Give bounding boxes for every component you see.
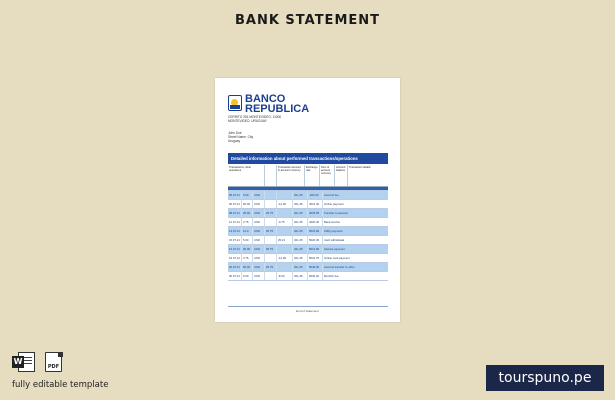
column-header: Sum of account currency xyxy=(320,165,335,186)
table-cell-cred: -12.00 xyxy=(277,254,293,262)
address-line: MONTEVIDEO, URUGUAY xyxy=(228,119,267,123)
table-cell-v2: 50.00 xyxy=(242,200,253,208)
table-cell-cred xyxy=(277,263,293,271)
table-cell-date: 12.07.21 xyxy=(228,218,242,226)
table-cell-v2: 50.00 xyxy=(242,263,253,271)
table-cell-bal: 4025.55 xyxy=(308,209,323,217)
table-cell-bal: 5040.00 xyxy=(308,263,323,271)
statement-document xyxy=(215,78,400,322)
address-line: CERRITO 351 MONTEVIDEO, 11000 xyxy=(228,115,282,119)
table-cell-details: Card withdrawal xyxy=(324,238,345,242)
table-cell-v2: 5.00 xyxy=(242,191,253,199)
table-cell-date: 14.07.21 xyxy=(228,227,242,235)
table-cell-deb xyxy=(265,254,277,262)
table-cell-bal: 4012.40 xyxy=(308,200,323,208)
bank-name-line1: BANCO xyxy=(245,93,286,105)
table-row xyxy=(228,209,388,218)
table-row xyxy=(228,218,388,227)
table-cell-cur: USD xyxy=(253,227,265,235)
bank-name-line2: REPUBLICA xyxy=(245,103,310,115)
table-cell-amt: 321.45 xyxy=(293,218,308,226)
table-cell-v2: 25.00 xyxy=(242,245,253,253)
table-cell-deb: 25.75 xyxy=(265,227,277,235)
table-cell-cur: USD xyxy=(253,263,265,271)
table-cell-bal: 5020.30 xyxy=(308,236,323,244)
client-line: John Doe xyxy=(228,131,242,135)
transactions-table xyxy=(228,187,388,281)
table-cell-date: 19.07.21 xyxy=(228,254,242,262)
table-cell-details: Bank service xyxy=(324,220,341,224)
table-cell-date: 06.07.21 xyxy=(228,200,242,208)
table-cell-deb: 25.75 xyxy=(265,209,277,217)
table-cell-bal: 5012.00 xyxy=(308,245,323,253)
column-header xyxy=(265,165,277,186)
table-cell-deb xyxy=(265,236,277,244)
table-cell-cred: 25.21 xyxy=(277,236,293,244)
table-row xyxy=(228,227,388,236)
table-row xyxy=(228,245,388,254)
table-cell-details: Transfer to account xyxy=(324,211,348,215)
word-letter: W xyxy=(13,357,23,366)
bank-logo-icon xyxy=(228,95,242,111)
table-cell-deb xyxy=(265,191,277,199)
table-row xyxy=(228,236,388,245)
table-cell-amt: 321.45 xyxy=(293,263,308,271)
section-heading: Detailed information about performed transactions/operations xyxy=(228,153,388,164)
table-cell-amt: 321.45 xyxy=(293,191,308,199)
table-cell-v2: 25.00 xyxy=(242,209,253,217)
table-cell-date: 05.07.21 xyxy=(228,191,242,199)
bank-logo xyxy=(228,94,309,114)
table-cell-v2: 12.0 xyxy=(242,227,253,235)
pdf-icon xyxy=(44,351,64,373)
table-cell-cred xyxy=(277,227,293,235)
table-cell-v2: 3.75 xyxy=(242,254,253,262)
table-cell-date: 08.07.21 xyxy=(228,209,242,217)
table-cell-amt: 321.45 xyxy=(293,209,308,217)
table-row xyxy=(228,272,388,281)
table-cell-amt: 321.45 xyxy=(293,272,308,280)
table-cell-cur: USD xyxy=(253,209,265,217)
client-line: Uruguay xyxy=(228,139,241,143)
table-cell-amt: 321.45 xyxy=(293,227,308,235)
table-cell-cur: USD xyxy=(253,236,265,244)
table-cell-cred: -0.75 xyxy=(277,218,293,226)
editable-caption: fully editable template xyxy=(12,380,109,390)
table-cell-details: Utility payment xyxy=(324,229,343,233)
table-cell-bal: 5022.75 xyxy=(308,254,323,262)
column-header: Transaction details xyxy=(349,166,371,169)
table-cell-details: Account fee xyxy=(324,193,339,197)
table-cell-deb xyxy=(265,200,277,208)
bank-name xyxy=(245,94,309,114)
footer-divider xyxy=(228,306,388,307)
table-cell-deb xyxy=(265,218,277,226)
table-cell-bal: 5030.20 xyxy=(308,272,323,280)
table-cell-details: Account transfer to other xyxy=(324,265,355,269)
column-header: Account balance xyxy=(335,165,348,186)
table-cell-date: 16.07.21 xyxy=(228,245,242,253)
table-cell-cur: USD xyxy=(253,254,265,262)
table-cell-bal: 4020.40 xyxy=(308,218,323,226)
table-cell-date: 30.07.21 xyxy=(228,272,242,280)
table-cell-deb: 25.75 xyxy=(265,263,277,271)
table-cell-bal: -200.00 xyxy=(308,191,323,199)
bank-address xyxy=(228,115,281,123)
column-header: Exchange rate xyxy=(305,165,320,186)
table-cell-amt: 321.45 xyxy=(293,200,308,208)
column-header: Transaction amount in account currency xyxy=(277,165,305,186)
pdf-label: PDF xyxy=(47,364,60,370)
table-cell-bal: 5015.00 xyxy=(308,227,323,235)
table-cell-amt: 321.45 xyxy=(293,254,308,262)
table-row xyxy=(228,254,388,263)
table-cell-cred xyxy=(277,245,293,253)
table-row xyxy=(228,191,388,200)
table-cell-date: 20.07.21 xyxy=(228,263,242,271)
table-header xyxy=(228,165,388,187)
table-cell-amt: 321.45 xyxy=(293,245,308,253)
client-info xyxy=(228,131,253,143)
table-cell-date: 15.07.21 xyxy=(228,236,242,244)
table-cell-details: Interest payment xyxy=(324,247,345,251)
table-cell-cred: -8.00 xyxy=(277,272,293,280)
page-title: BANK STATEMENT xyxy=(234,13,381,28)
table-cell-cred: -12.00 xyxy=(277,200,293,208)
table-cell-cur: USD xyxy=(253,218,265,226)
table-cell-deb: 25.75 xyxy=(265,245,277,253)
table-cell-details: Monthly fee xyxy=(324,274,339,278)
table-row xyxy=(228,200,388,209)
table-cell-cur: USD xyxy=(253,191,265,199)
table-cell-cred xyxy=(277,209,293,217)
word-icon xyxy=(12,351,36,373)
table-cell-v2: 5.00 xyxy=(242,236,253,244)
table-cell-cur: USD xyxy=(253,245,265,253)
table-row xyxy=(228,263,388,272)
table-cell-deb xyxy=(265,272,277,280)
table-cell-cur: USD xyxy=(253,200,265,208)
statement-footer: End of statement xyxy=(296,309,319,313)
client-line: Street Name, City xyxy=(228,135,254,139)
table-cell-v2: 5.00 xyxy=(242,272,253,280)
table-cell-details: Online payment xyxy=(324,202,344,206)
table-cell-cur: USD xyxy=(253,272,265,280)
table-cell-v2: 3.75 xyxy=(242,218,253,226)
column-header: Transactions, other operations xyxy=(228,165,265,186)
table-cell-details: Online card payment xyxy=(324,256,350,260)
table-cell-amt: 321.45 xyxy=(293,236,308,244)
format-icons xyxy=(12,351,64,373)
table-cell-cred xyxy=(277,191,293,199)
brand-badge[interactable]: tourspuno.pe xyxy=(486,365,604,391)
